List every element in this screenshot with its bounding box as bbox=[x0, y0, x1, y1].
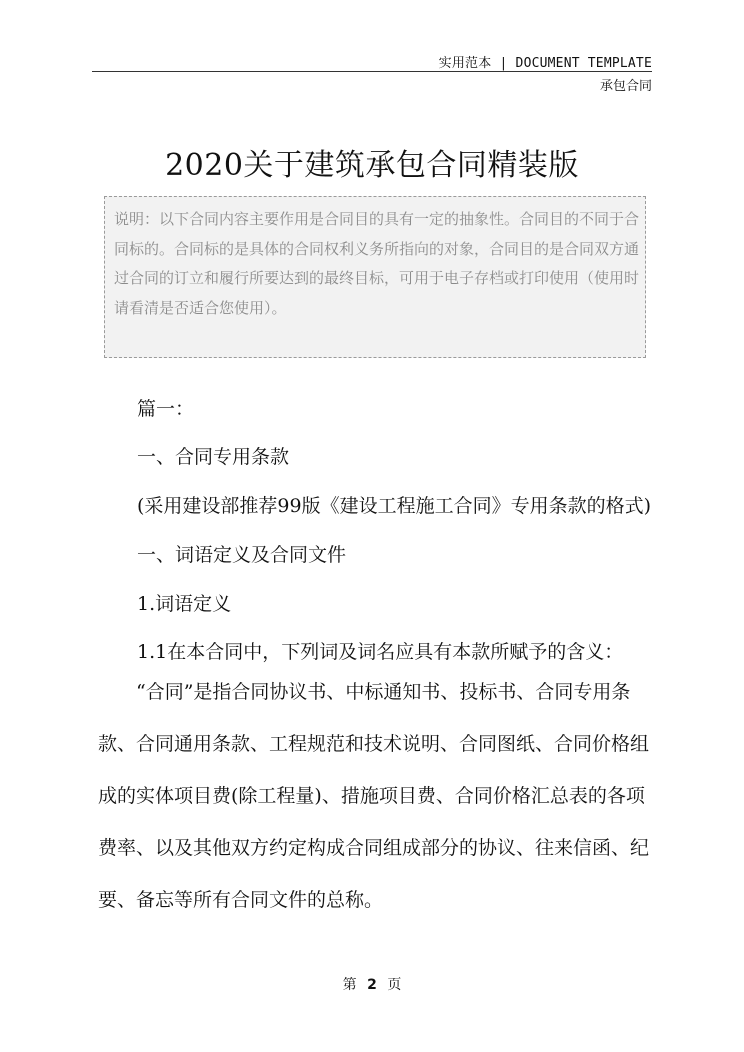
subsection-heading: 一、词语定义及合同文件 bbox=[137, 544, 347, 566]
definition-heading: 1.词语定义 bbox=[137, 593, 232, 615]
note-box bbox=[104, 196, 646, 358]
document-title: 2020关于建筑承包合同精装版 bbox=[165, 148, 579, 183]
header-brand-line: 实用范本 | DOCUMENT TEMPLATE bbox=[438, 56, 652, 71]
footer-suffix: 页 bbox=[387, 977, 402, 993]
clause-note: (采用建设部推荐99版《建设工程施工合同》专用条款的格式) bbox=[137, 495, 652, 517]
footer-prefix: 第 bbox=[342, 977, 357, 993]
header-category: 承包合同 bbox=[599, 79, 652, 94]
note-text: 说明：以下合同内容主要作用是合同目的具有一定的抽象性。合同目的不同于合同标的。合同标的是具体的合同权利义务所指向的对象，合同目的是合同双方通过合同的订立和履行所要达到的最终目标，可用于电子存档或打印使用（使用时请看清是否适合您使用）。 bbox=[114, 210, 640, 317]
page-number: 2 bbox=[367, 977, 377, 993]
definition-body: “合同”是指合同协议书、中标通知书、投标书、合同专用条款、合同通用条款、工程规范和技术说明、合同图纸、合同价格组成的实体项目费(除工程量)、措施项目费、合同价格汇总表的各项费率、以及其他双方约定构成合同组成部分的协议、往来信函、纪要、备忘等所有合同文件的总称。 bbox=[98, 681, 650, 911]
header-divider bbox=[92, 71, 652, 72]
clause-heading: 一、合同专用条款 bbox=[137, 446, 290, 468]
definition-intro: 1.1在本合同中，下列词及词名应具有本款所赋予的含义： bbox=[137, 641, 624, 663]
page-footer bbox=[0, 974, 744, 994]
section-heading: 篇一： bbox=[137, 398, 195, 420]
